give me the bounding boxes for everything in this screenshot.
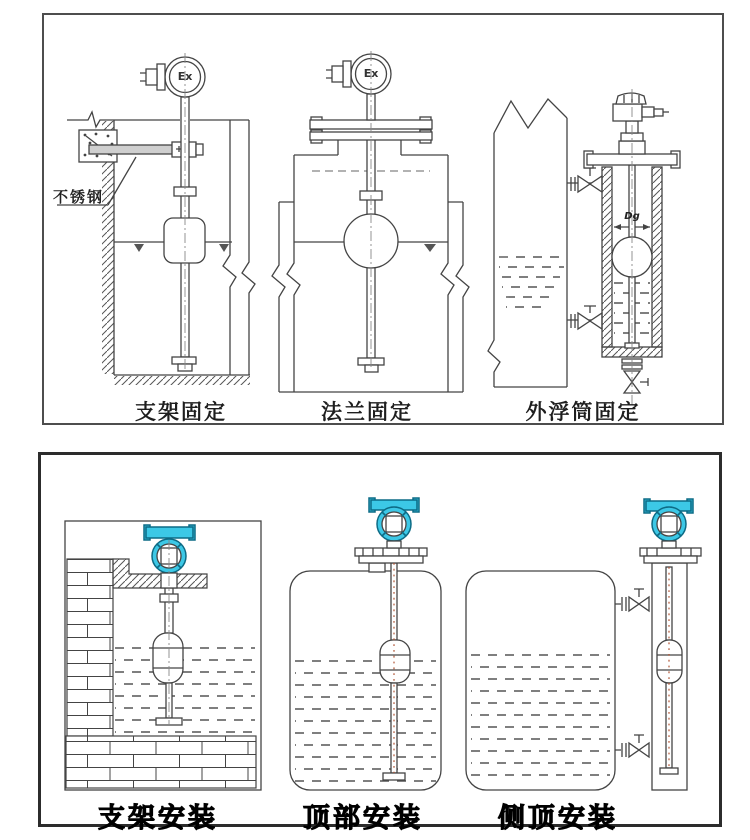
diagram-caption-flange-fixing: 法兰固定 <box>321 400 413 424</box>
ex-marking-middle: Ex <box>363 67 379 80</box>
stainless-steel-note: 不锈钢 <box>53 188 105 206</box>
bottom-panel <box>38 452 722 834</box>
installation-diagrams-drawing <box>41 455 719 824</box>
diagram-caption-side-top-installation: 侧顶安装 <box>498 803 618 834</box>
top-panel <box>42 13 724 425</box>
bracket-installation-diagram <box>65 521 261 790</box>
diagram-caption-top-installation: 顶部安装 <box>303 803 423 834</box>
external-chamber-fixing-diagram <box>488 89 680 407</box>
diagram-caption-bracket-fixing: 支架固定 <box>135 400 227 424</box>
diagram-caption-bracket-installation: 支架安装 <box>98 803 218 834</box>
ex-marking-left: Ex <box>177 70 193 83</box>
bracket-fixing-diagram <box>57 53 255 385</box>
flange-fixing-diagram <box>272 51 469 392</box>
side-top-installation-diagram <box>466 499 701 790</box>
dg-dimension-label: Dg <box>624 211 640 222</box>
top-installation-diagram <box>290 498 441 790</box>
diagram-caption-external-chamber-fixing: 外浮筒固定 <box>525 400 641 424</box>
